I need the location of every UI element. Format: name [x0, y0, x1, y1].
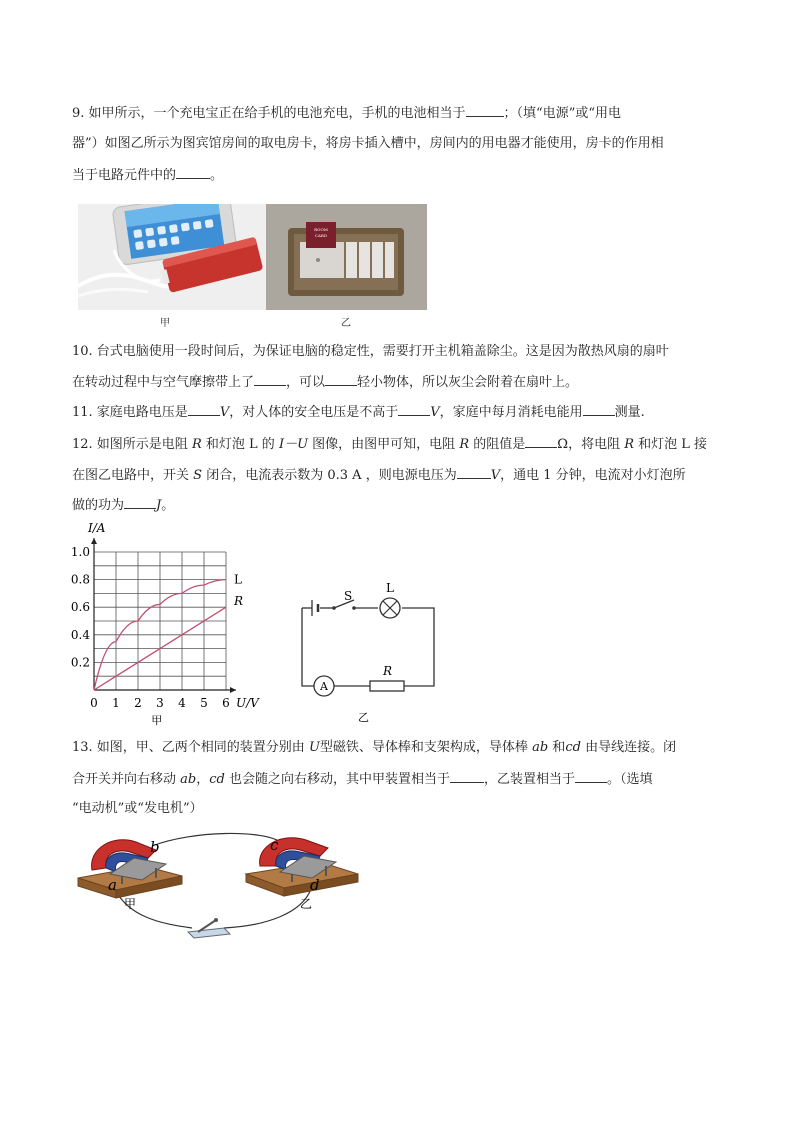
q10-text: 在转动过程中与空气摩擦带上了: [72, 375, 255, 390]
q13-text: ，: [196, 772, 210, 787]
q12-text: 在图乙电路中，开关: [72, 468, 190, 483]
symbol-r: R: [459, 437, 470, 452]
q12-text: 的阻值是: [473, 437, 526, 452]
q9-text: 。: [210, 168, 224, 183]
unit-v: V: [430, 405, 440, 420]
q13-text: 由导线连接。闭: [585, 740, 677, 755]
q13-text: 型磁铁、导体棒和支架构成，导体棒: [319, 740, 528, 755]
q13-text: 和: [552, 740, 566, 755]
label-b: b: [150, 838, 160, 856]
q12-text: 和灯泡 L 的: [205, 437, 275, 452]
device-jia: [78, 840, 182, 898]
symbol-r: R: [624, 437, 635, 452]
y-axis-label: I/A: [88, 521, 106, 535]
series-label-l: L: [234, 572, 242, 587]
ammeter-label: A: [320, 680, 328, 693]
powerbank-phone-photo: [78, 204, 266, 310]
x-tick-label: 4: [178, 696, 186, 710]
symbol-r: R: [191, 437, 202, 452]
switch-contact: [352, 606, 356, 610]
room-card-slot-photo: [266, 204, 427, 310]
current-value: 0.3 A: [327, 468, 362, 483]
symbol-cd: cd: [209, 772, 225, 787]
caption-jia: 甲: [160, 318, 170, 329]
graph-grid: [94, 552, 226, 690]
q12-text: 和灯泡 L 接: [638, 437, 708, 452]
q12-text: ，则电源电压为: [365, 468, 457, 483]
room-card-text: CARD: [314, 233, 328, 238]
q9-line-2: 器”）如图乙所示为图宾馆房间的取电房卡，将房卡插入槽中，房间内的用电器才能使用，房卡的作用相: [72, 136, 664, 151]
answer-blank[interactable]: [176, 166, 210, 179]
answer-blank[interactable]: [525, 435, 557, 448]
symbol-cd: cd: [565, 740, 581, 755]
q11-text: ，家庭中每月消耗电能用: [439, 405, 583, 420]
symbol-s: S: [193, 468, 203, 483]
q11-line: [72, 403, 645, 422]
q13-line-1: [72, 739, 676, 757]
label-a: a: [108, 876, 117, 894]
caption-yi: 乙: [341, 318, 351, 329]
q12-text: 闭合，电流表示数为: [206, 468, 324, 483]
symbol-iu: I－U: [278, 437, 309, 452]
iu-graph: [66, 520, 280, 732]
q13-text: 合开关并向右移动: [72, 772, 177, 787]
q12-text: ，通电 1 分钟，电流对小灯泡所: [500, 468, 686, 483]
answer-blank[interactable]: [188, 403, 220, 416]
q9-text: 当于电路元件中的: [72, 168, 177, 183]
q12-text: 。: [161, 498, 175, 513]
y-axis-arrow: [91, 538, 97, 544]
q12-line-1: [72, 435, 707, 454]
symbol-ab: ab: [180, 772, 197, 787]
series-label-r: R: [234, 594, 244, 609]
q12-text: 做的功为: [72, 498, 125, 513]
q10-text: 轻小物体，所以灰尘会附着在扇叶上。: [357, 375, 579, 390]
magnet-apparatus-diagram: [74, 828, 364, 944]
q10-line-1: 10. 台式电脑使用一段时间后，为保证电脑的稳定性，需要打开主机箱盖除尘。这是因为散热风扇的扇叶: [72, 344, 669, 359]
q10-line-2: [72, 373, 578, 392]
unit-v: V: [219, 405, 230, 420]
label-jia: 甲: [124, 897, 137, 911]
q12-text: ，将电阻: [568, 437, 621, 452]
q11-text: 11. 家庭电路电压是: [72, 405, 188, 420]
answer-blank[interactable]: [575, 770, 607, 783]
x-axis-label: U/V: [236, 696, 259, 710]
symbol-ab: ab: [532, 740, 549, 755]
q9-text: 9. 如甲所示，一个充电宝正在给手机的电池充电，手机的电池相当于: [72, 106, 466, 121]
q13-text: 也会随之向右移动，其中甲装置相当于: [229, 772, 451, 787]
answer-blank[interactable]: [583, 403, 615, 416]
answer-blank[interactable]: [124, 496, 156, 509]
q13-line-3: “电动机”或“发电机”）: [72, 801, 203, 816]
room-card-text: ROOM: [314, 227, 328, 232]
q12-line-3: [72, 496, 174, 515]
y-tick-label: 0.8: [70, 572, 90, 587]
y-tick-label: 0.6: [70, 600, 90, 615]
resistor-label: R: [383, 664, 393, 678]
q13-text: 13. 如图，甲、乙两个相同的装置分别由: [72, 740, 305, 755]
q11-text: ，对人体的安全电压是不高于: [229, 405, 399, 420]
answer-blank[interactable]: [466, 104, 504, 117]
answer-blank[interactable]: [398, 403, 430, 416]
q13-line-2: [72, 770, 653, 789]
device-yi: [246, 838, 358, 896]
lamp-label: L: [386, 581, 394, 595]
q9-line-3: [72, 166, 223, 185]
y-tick-label: 1.0: [70, 545, 90, 559]
y-tick-label: 0.4: [70, 627, 90, 642]
q11-text: 测量.: [614, 405, 645, 420]
graph-axes: [91, 538, 236, 693]
answer-blank[interactable]: [450, 770, 484, 783]
x-axis-arrow: [230, 687, 236, 693]
switch-contact: [332, 606, 336, 610]
answer-blank[interactable]: [254, 373, 286, 386]
switch-label: S: [344, 589, 353, 603]
q13-text: ，乙装置相当于: [484, 772, 576, 787]
battery-symbol: [312, 600, 318, 616]
knife-switch: [188, 918, 230, 938]
q13-text: 。（选填: [607, 772, 653, 787]
circuit-caption: 乙: [358, 711, 369, 724]
symbol-u: U: [308, 740, 320, 755]
unit-j: J: [156, 498, 162, 513]
label-yi: 乙: [300, 897, 313, 911]
q9-text: ；（填“电源”或“用电: [503, 106, 621, 121]
y-tick-label: 0.2: [70, 655, 90, 670]
circuit-diagram: [290, 574, 450, 726]
answer-blank[interactable]: [457, 466, 491, 479]
q12-line-2: [72, 466, 686, 485]
x-tick-label: 2: [134, 696, 142, 710]
x-tick-label: 6: [222, 696, 230, 710]
label-d: d: [310, 876, 320, 894]
x-tick-label: 3: [156, 696, 164, 710]
ammeter-symbol: [314, 676, 334, 696]
resistor-symbol: [370, 681, 404, 691]
q12-text: 图像，由图甲可知，电阻: [312, 437, 456, 452]
label-c: c: [270, 836, 279, 854]
q12-text: 12. 如图所示是电阻: [72, 437, 188, 452]
x-tick-label: 0: [90, 696, 98, 710]
unit-v: V: [490, 468, 501, 483]
circuit-wire: [302, 608, 314, 686]
x-tick-label: 1: [112, 696, 120, 710]
graph-caption: 甲: [151, 714, 163, 727]
x-tick-label: 5: [200, 696, 208, 710]
lamp-symbol: [380, 598, 400, 618]
answer-blank[interactable]: [325, 373, 357, 386]
q10-text: ，可以: [286, 375, 326, 390]
q9-line-1: [72, 104, 621, 123]
circuit-wire: [402, 608, 434, 686]
unit-ohm: Ω: [557, 437, 569, 452]
